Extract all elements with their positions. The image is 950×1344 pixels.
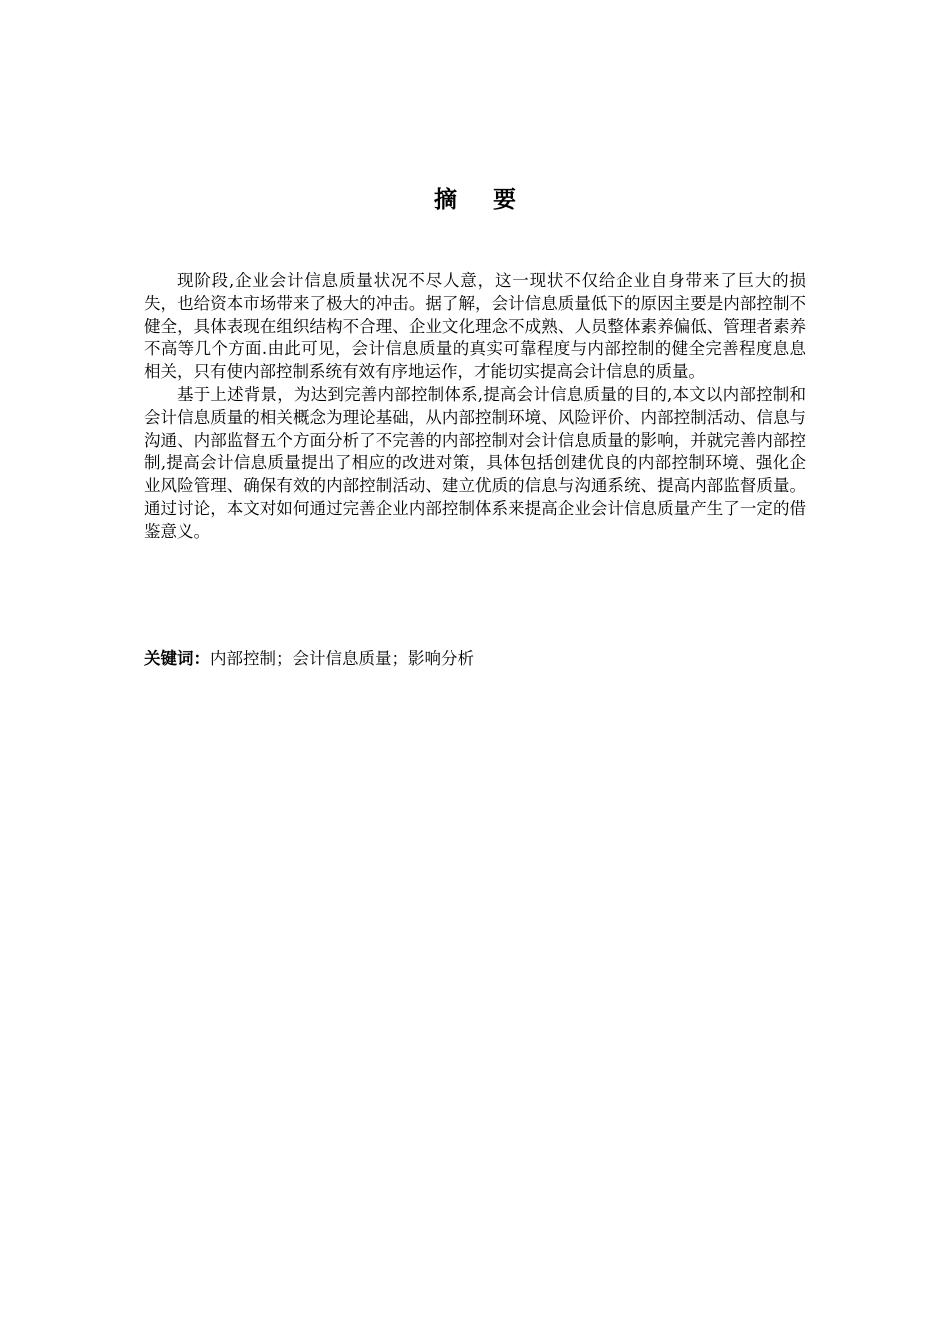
keywords-text: 内部控制；会计信息质量；影响分析 — [210, 649, 474, 668]
keywords-label: 关键词： — [144, 649, 210, 668]
abstract-title: 摘 要 — [433, 187, 530, 213]
keywords-line — [144, 647, 806, 671]
abstract-body — [144, 270, 806, 544]
abstract-paragraph-2: 基于上述背景，为达到完善内部控制体系,提高会计信息质量的目的,本文以内部控制和会计信息质量的相关概念为理论基础，从内部控制环境、风险评价、内部控制活动、信息与沟通、内部监督五个方面分析了不完善的内部控制对会计信息质量的影响，并就完善内部控制,提高会计信息质量提出了相应的改进对策，具体包括创建优良的内部控制环境、强化企业风险管理、确保有效的内部控制活动、建立优质的信息与沟通系统、提高内部监督质量。通过讨论，本文对如何通过完善企业内部控制体系来提高企业会计信息质量产生了一定的借鉴意义。 — [144, 384, 806, 541]
abstract-paragraph-1: 现阶段,企业会计信息质量状况不尽人意，这一现状不仅给企业自身带来了巨大的损失，也给资本市场带来了极大的冲击。据了解，会计信息质量低下的原因主要是内部控制不健全，具体表现在组织结构不合理、企业文化理念不成熟、人员整体素养偏低、管理者素养不高等几个方面.由此可见，会计信息质量的真实可靠程度与内部控制的健全完善程度息息相关，只有使内部控制系统有效有序地运作，才能切实提高会计信息的质量。 — [144, 271, 806, 382]
